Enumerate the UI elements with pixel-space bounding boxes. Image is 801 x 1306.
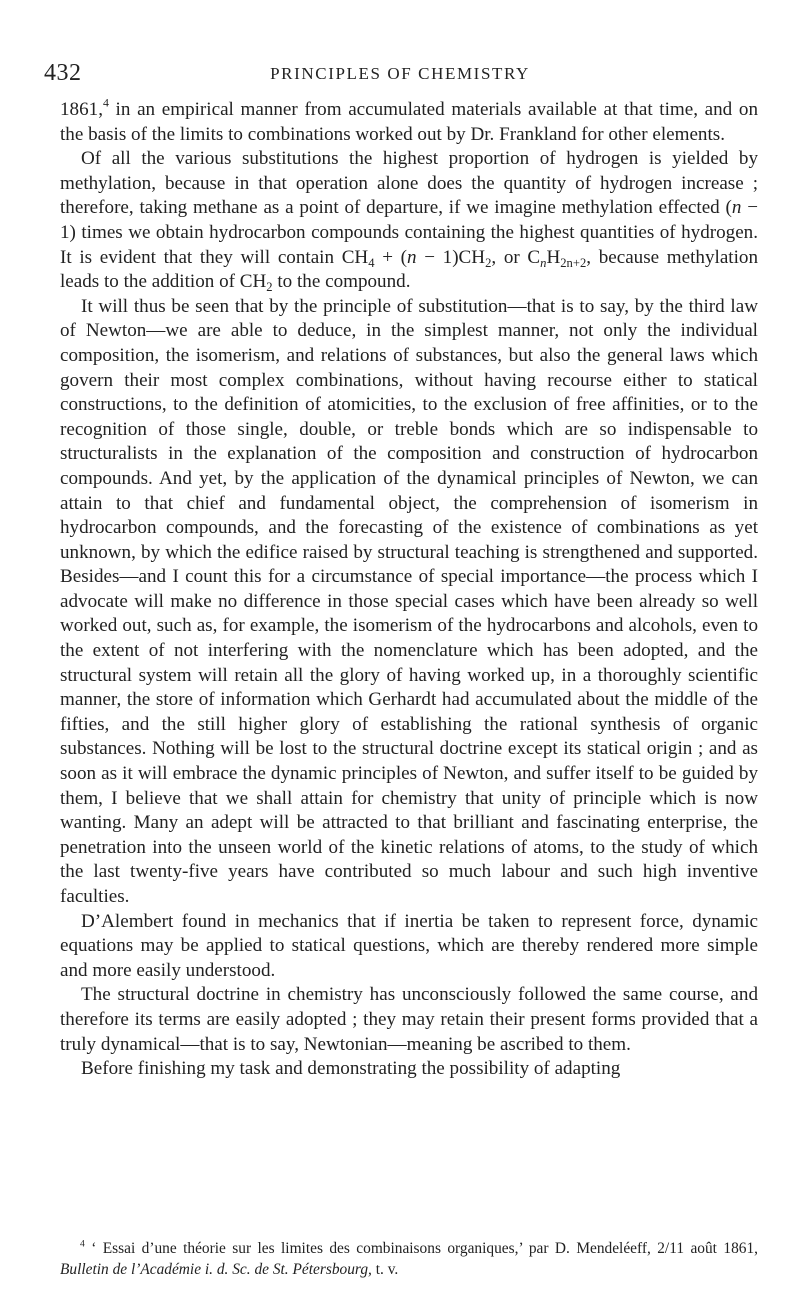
page-header: [44, 60, 756, 90]
footnote-number: 4: [80, 1238, 85, 1250]
footnote-journal-title: Bulletin de l’Académie i. d. Sc. de St. Pétersbourg,: [60, 1261, 372, 1278]
paragraph-4: D’Alembert found in mechanics that if inertia be taken to represent force, dynamic equations may be applied to statical questions, which are thereby rendered more simple and more easily understood.: [60, 910, 758, 981]
footnote: $^4$ ‘ Essai d’une théorie sur les limites des combinaisons organiques,’ par D. Mendeléeff, 2/11 août 1861, Bulletin de l’Académie i. d. Sc. de St. Pétersbourg, t. v.: [60, 1238, 758, 1278]
paragraph-2: Of all the various substitutions the highest proportion of hydrogen is yielded by methylation, because in that operation alone does the quantity of hydrogen increase ; therefore, taking methane as a point of departure, if we imagine methylation effected (n − 1) times we obtain hydrocarbon compounds containing the highest quantities of hydrogen. It is evident that they will contain $CH_4 + (n - 1)CH_2$, or $C_nH_{2n+2}$, because methylation leads to the addition of $CH_2$ to the compound.: [60, 148, 758, 294]
paragraph-3: It will thus be seen that by the principle of substitution—that is to say, by the third law of Newton—we are able to deduce, in the simplest manner, not only the individual composition, the isomerism, and relations of substances, but also the general laws which govern their most complex combinations, without having recourse either to statical constructions, to the definition of atomicities, to the exclusion of free affinities, or to the recognition of those single, double, or treble bonds which are so indispensable to structuralists in the explanation of the composition and construction of hydrocarbon compounds. And yet, by the application of the dynamical principles of Newton, we can attain to that chief and fundamental object, the comprehension of isomerism in hydrocarbon compounds, and the forecasting of the existence of combinations as yet unknown, by which the edifice raised by structural teaching is strengthened and supported. Besides—and I count this for a circumstance of special importance—the process which I advocate will make no difference in those special cases which have been already so well worked out, such as, for example, the isomerism of the hydrocarbons and alcohols, even to the extent of not interfering with the nomenclature which has been adopted, and the structural system will retain all the glory of having worked up, in a thoroughly scientific manner, the store of information which Gerhardt had accumulated about the middle of the fifties, and the still higher glory of establishing the rational synthesis of organic substances. Nothing will be lost to the structural doctrine except its statical origin ; and as soon as it will embrace the dynamic principles of Newton, and suffer itself to be guided by them, I believe that we shall attain for chemistry that unity of principle which is now wanting. Many an adept will be attracted to that brilliant and fascinating enterprise, the penetration into the unseen world of the kinetic relations of atoms, to the study of which the last twenty-five years have contributed so much labour and such high inventive faculties.: [60, 295, 758, 907]
paragraph-5: The structural doctrine in chemistry has unconsciously followed the same course, and therefore its terms are easily adopted ; they may retain their present forms provided that a truly dynamical—that is to say, Newtonian—meaning be ascribed to them.: [60, 984, 758, 1055]
body-text: [60, 95, 758, 1082]
footnote-reference: 4: [102, 95, 109, 110]
paragraph-6: Before finishing my task and demonstrating the possibility of adapting: [81, 1058, 621, 1080]
running-head: PRINCIPLES OF CHEMISTRY: [270, 64, 530, 83]
page-number: 432: [44, 60, 82, 86]
paragraph-1: 1861,$^4$ in an empirical manner from accumulated materials available at that time, and on the basis of the limits to combinations worked out by Dr. Frankland for other elements.: [60, 95, 758, 145]
